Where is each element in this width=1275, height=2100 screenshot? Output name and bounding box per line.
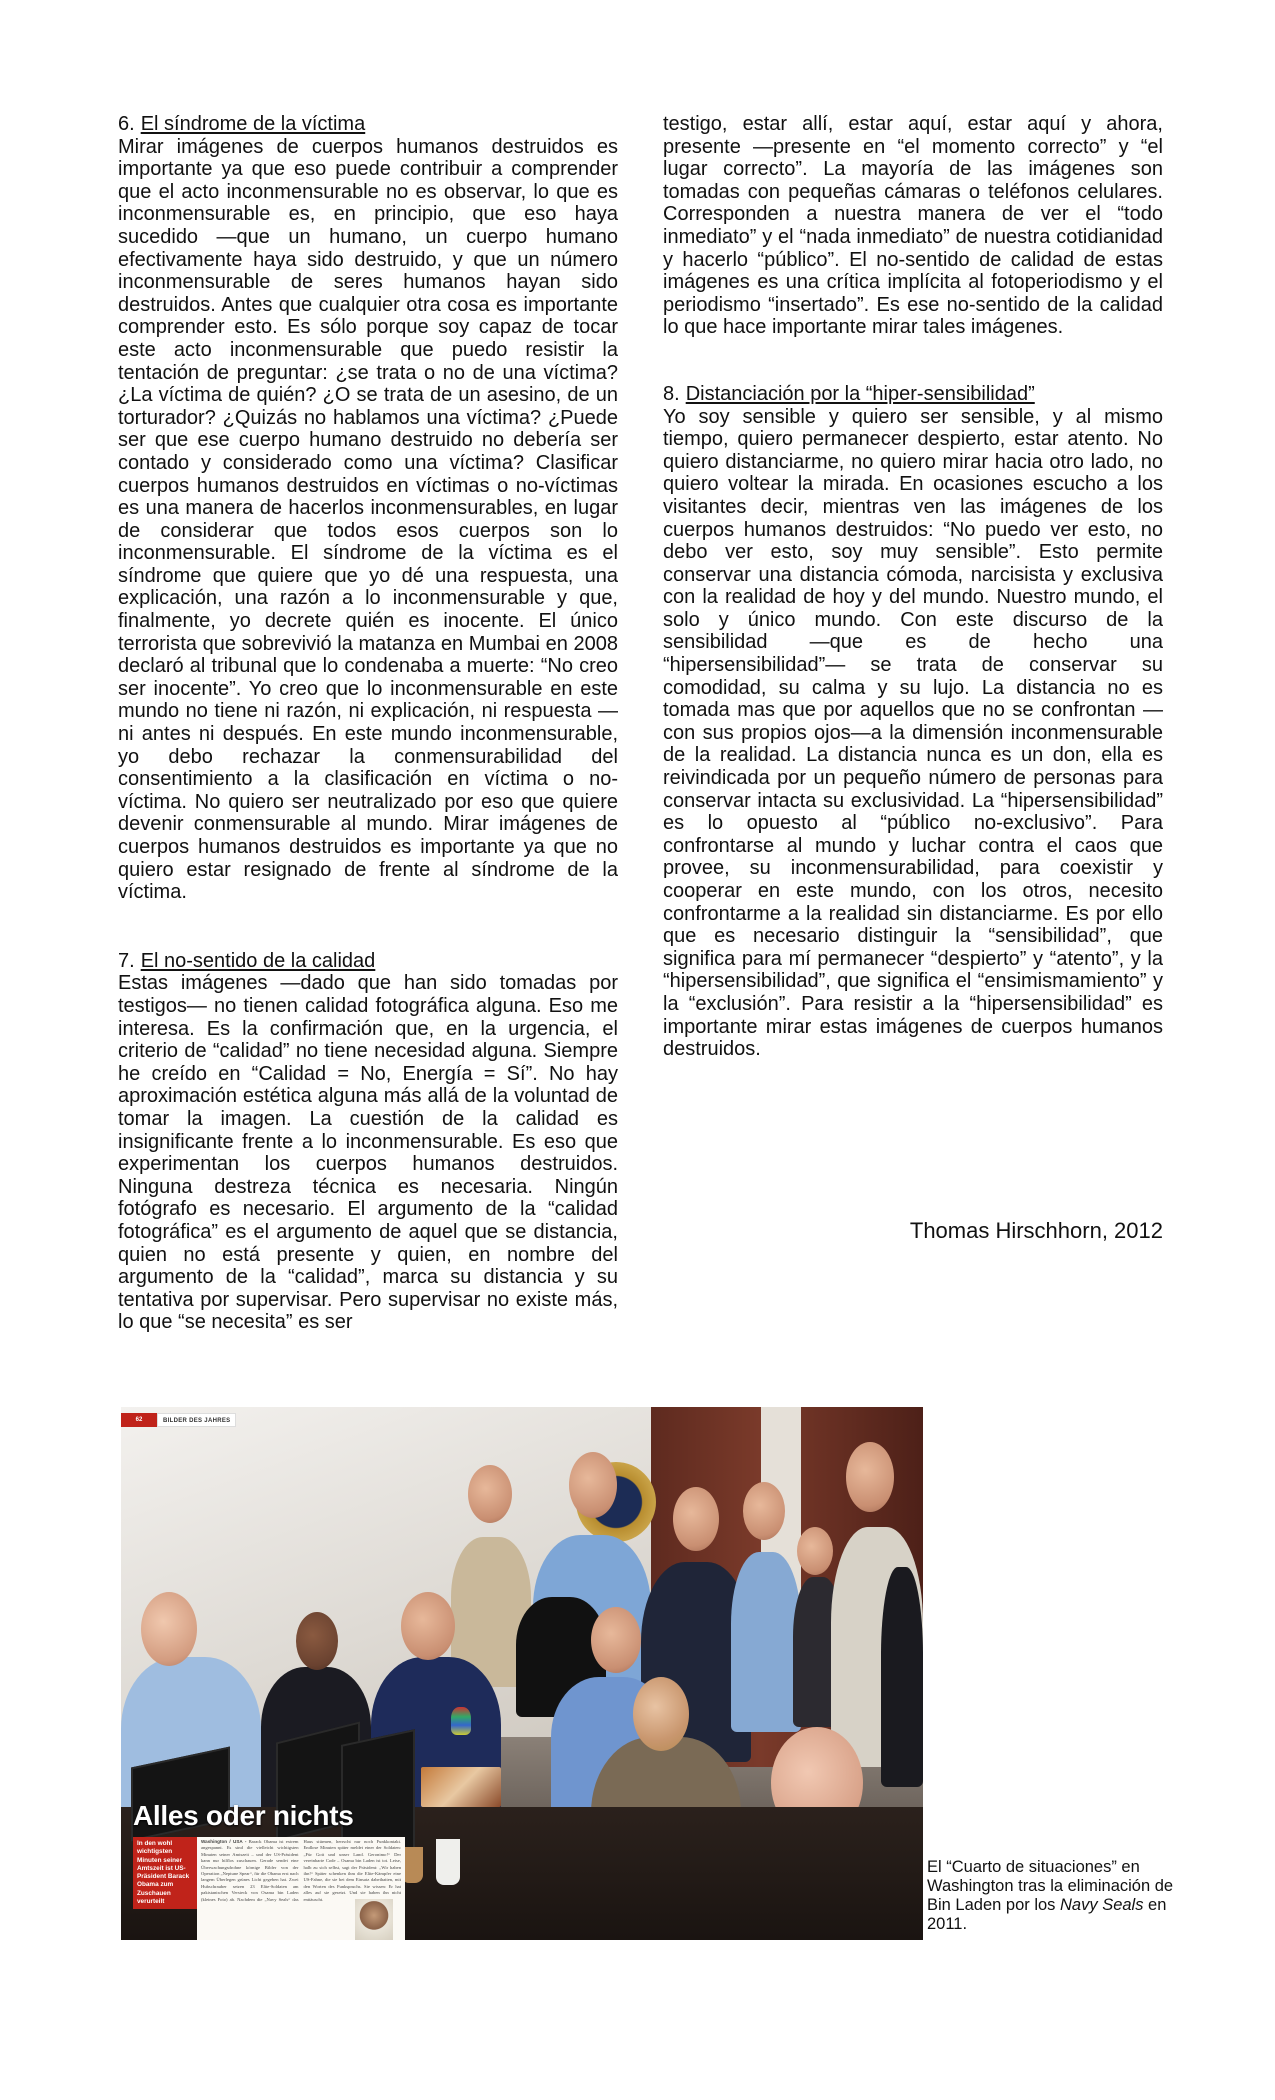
magazine-section-label: BILDER DES JAHRES bbox=[157, 1413, 236, 1427]
section-title: El no-sentido de la calidad bbox=[140, 949, 376, 972]
caption-italic: Navy Seals bbox=[1060, 1896, 1144, 1914]
section-title: Distanciación por la “hiper-sensibilidad” bbox=[685, 382, 1035, 405]
person-head bbox=[591, 1607, 641, 1673]
person-head bbox=[468, 1465, 512, 1523]
bin-laden-portrait-inset bbox=[355, 1899, 393, 1940]
photo-caption bbox=[927, 1858, 1177, 1934]
person-head bbox=[401, 1592, 455, 1660]
person-standing bbox=[881, 1567, 923, 1787]
magazine-headline: Alles oder nichts bbox=[133, 1800, 354, 1831]
magazine-page-number: 62 bbox=[121, 1413, 157, 1427]
magazine-dateline: Washington / USA - bbox=[201, 1839, 247, 1844]
person-standing bbox=[731, 1552, 801, 1732]
section-7 bbox=[118, 950, 618, 1334]
section-number: 6. bbox=[118, 113, 135, 135]
section-title: El síndrome de la víctima bbox=[140, 113, 366, 135]
caption-text: El “Cuarto de situaciones” en Washington tras la eliminación de Bin Laden por los bbox=[927, 1858, 1174, 1914]
magazine-body-text: Barack Obama ist extrem angespannt. Es sind die vielleicht wichtigsten Minuten seiner Amtszeit – und der US-Präsident kann nur hilflos zuschauen. Gerade sendet eine Überwachungsdrohne körnige Bilder von der Operation „Neptune Spear“, für die Obama erst nach langem Überlegen grünes Licht gegeben hat. Zwei Hubschrauber setzen 23 Elite-Soldaten am pakistanischen Versteck von Osama bin Laden (kleines Foto) ab. Nachdem die „Navy Seals“ das Haus stürmen, herrscht nur noch Funkkontakt. Endlose Minuten später meldet einer der Soldaten: „Für Gott und unser Land. Geronimo!“ Der vereinbarte Code – Osama bin Laden ist tot. Leise, halb zu sich selbst, sagt der Präsident: „Wir haben ihn!“ Später schenken ihm die Elite-Kämpfer eine US-Fahne, die sie bei dem Einsatz dabeihatten, mit den Worten des Funkspruchs. Sie wissen: Er hat alles auf sie gesetzt. Und sie haben ihn nicht enttäuscht. bbox=[201, 1839, 401, 1902]
section-8-body: Yo soy sensible y quiero ser sensible, y al mismo tiempo, quiero permanecer despierto, estar atento. No quiero distanciarme, no quiero mirar hacia otro lado, no quiero voltear la mirada. En ocasiones escucho a los visitantes decir, mientras ven las imágenes de los cuerpos humanos destruidos: “No puedo ver esto, no debo ver esto, soy muy sensible”. Esto permite conservar una distancia cómoda, narcisista y exclusiva con la realidad de hoy y del mundo. Nuestro mundo, el solo y único mundo. Con este discurso de la sensibilidad —que es de hecho una “hipersensibilidad”— se trata de conservar su comodidad, su calma y su lujo. La distancia no es tomada mas que por aquellos que no se confrontan —con sus propios ojos—a la dimensión inconmensurable de la realidad. La distancia nunca es un don, ella es reivindicada por un pequeño número de personas para conservar intacta su exclusividad. La “hipersensibilidad” es lo opuesto al “público no-exclusivo”. Para confrontarse al mundo y luchar contra el caos que provee, su inconmensurabilidad, para coexistir y cooperar en este mundo, con los otros, necesito confrontarme a la realidad sin distanciarme. Es por ello que es necesario distinguir la “sensibilidad”, que significa para mí permanecer “despierto” y “atento”, y la “hipersensibilidad”, que significa el “ensimismamiento” y la “exclusión”. Para resistir a la “hipersensibilidad” es importante mirar estas imágenes de cuerpos humanos destruidos. bbox=[663, 405, 1163, 1061]
left-column bbox=[118, 113, 618, 1334]
magazine-lead: In den wohl wichtigsten Minuten seiner Amtszeit ist US-Präsident Barack Obama zum Zuschauen verurteilt bbox=[133, 1837, 201, 1909]
person-head bbox=[743, 1482, 785, 1540]
person-head bbox=[569, 1452, 617, 1518]
situation-room-photo bbox=[121, 1407, 923, 1940]
person-head bbox=[141, 1592, 197, 1666]
section-7-body-continued: testigo, estar allí, estar aquí, estar aquí y ahora, presente —presente en “el momento correcto” y “el lugar correcto”. La mayoría de las imágenes son tomadas con pequeñas cámaras o teléfonos celulares. Corresponden a nuestra manera de ver el “todo inmediato” y el “nada inmediato” de nuestra cotidianidad y hacerlo “público”. El no-sentido de calidad de estas imágenes es una crítica implícita al fotoperiodismo y el periodismo “insertado”. Es ese no-sentido de la calidad lo que hace importante mirar tales imágenes. bbox=[663, 113, 1163, 339]
author-signature: Thomas Hirschhorn, 2012 bbox=[909, 1218, 1163, 1243]
person-head bbox=[797, 1527, 833, 1575]
uniform-ribbons bbox=[451, 1707, 471, 1735]
section-6-body: Mirar imágenes de cuerpos humanos destruidos es importante ya que eso puede contribuir a comprender que el acto inconmensurable no es observar, lo que es inconmensurable es, en principio, que eso haya sucedido —que un humano, un cuerpo humano efectivamente haya sido destruido, y que un número inconmensurable de seres humanos hayan sido destruidos. Antes que cualquier otra cosa es importante comprender esto. Es sólo porque soy capaz de tocar este acto inconmensurable que puedo resistir la tentación de preguntar: ¿se trata o no de una víctima? ¿La víctima de quién? ¿O se trata de un asesino, de un torturador? ¿Quizás no hablamos una víctima? ¿Puede ser que ese cuerpo humano destruido no debería ser contado y considerado como una víctima? Clasificar cuerpos humanos destruidos en víctimas o no-víctimas es una manera de hacerlos inconmensurables, en lugar de considerar que todos esos cuerpos son lo inconmensurable. El síndrome de la víctima es el síndrome que quiere que yo dé una respuesta, una explicación, una razón a lo inconmensurable y que, finalmente, yo decrete quién es inocente. El único terrorista que sobrevivió la matanza en Mumbai en 2008 declaró al tribunal que lo condenaba a muerte: “No creo ser inocente”. Yo creo que lo inconmensurable en este mundo no tiene ni razón, ni explicación, ni respuesta —ni antes ni después. En este mundo inconmensurable, yo debo rechazar la conmensurabilidad del consentimiento a la clasificación en víctima o no-víctima. No quiero ser neutralizado por eso que quiere devenir conmensurable al mundo. Mirar imágenes de cuerpos humanos destruidos es importante ya que no quiero estar resignado de frente al síndrome de la víctima. bbox=[118, 135, 618, 904]
person-head bbox=[673, 1487, 719, 1551]
papers-on-table bbox=[421, 1767, 501, 1807]
paper-cup bbox=[436, 1839, 460, 1885]
section-8 bbox=[663, 383, 1163, 1061]
section-7-body: Estas imágenes —dado que han sido tomadas por testigos— no tienen calidad fotográfica alguna. Eso me interesa. Es la confirmación que, en la urgencia, el criterio de “calidad” no tiene necesidad alguna. Siempre he creído en “Calidad = No, Energía = Sí”. No hay aproximación estética alguna más allá de la voluntad de tomar la imagen. La cuestión de la calidad es insignificante frente a lo inconmensurable. Es eso que experimentan los cuerpos humanos destruidos. Ninguna destreza técnica es necesaria. Ningún fotógrafo es necesario. El argumento de la “calidad fotográfica” es el argumento de aquel que se distancia, quien no está presente y quien, en nombre del argumento de la “calidad”, marca su distancia y su tentativa por supervisar. Pero supervisar no existe más, lo que “se necesita” es ser bbox=[118, 972, 618, 1334]
person-head bbox=[296, 1612, 338, 1670]
person-head bbox=[633, 1677, 689, 1751]
section-6 bbox=[118, 113, 618, 904]
section-7-heading bbox=[118, 950, 618, 973]
section-8-heading bbox=[663, 383, 1163, 406]
right-column bbox=[663, 113, 1163, 1061]
person-head bbox=[846, 1442, 894, 1512]
magazine-header bbox=[121, 1413, 236, 1427]
section-6-heading bbox=[118, 113, 618, 136]
caption-text-end: en 2011. bbox=[927, 1896, 1167, 1933]
section-number: 8. bbox=[663, 382, 680, 405]
section-number: 7. bbox=[118, 949, 135, 972]
